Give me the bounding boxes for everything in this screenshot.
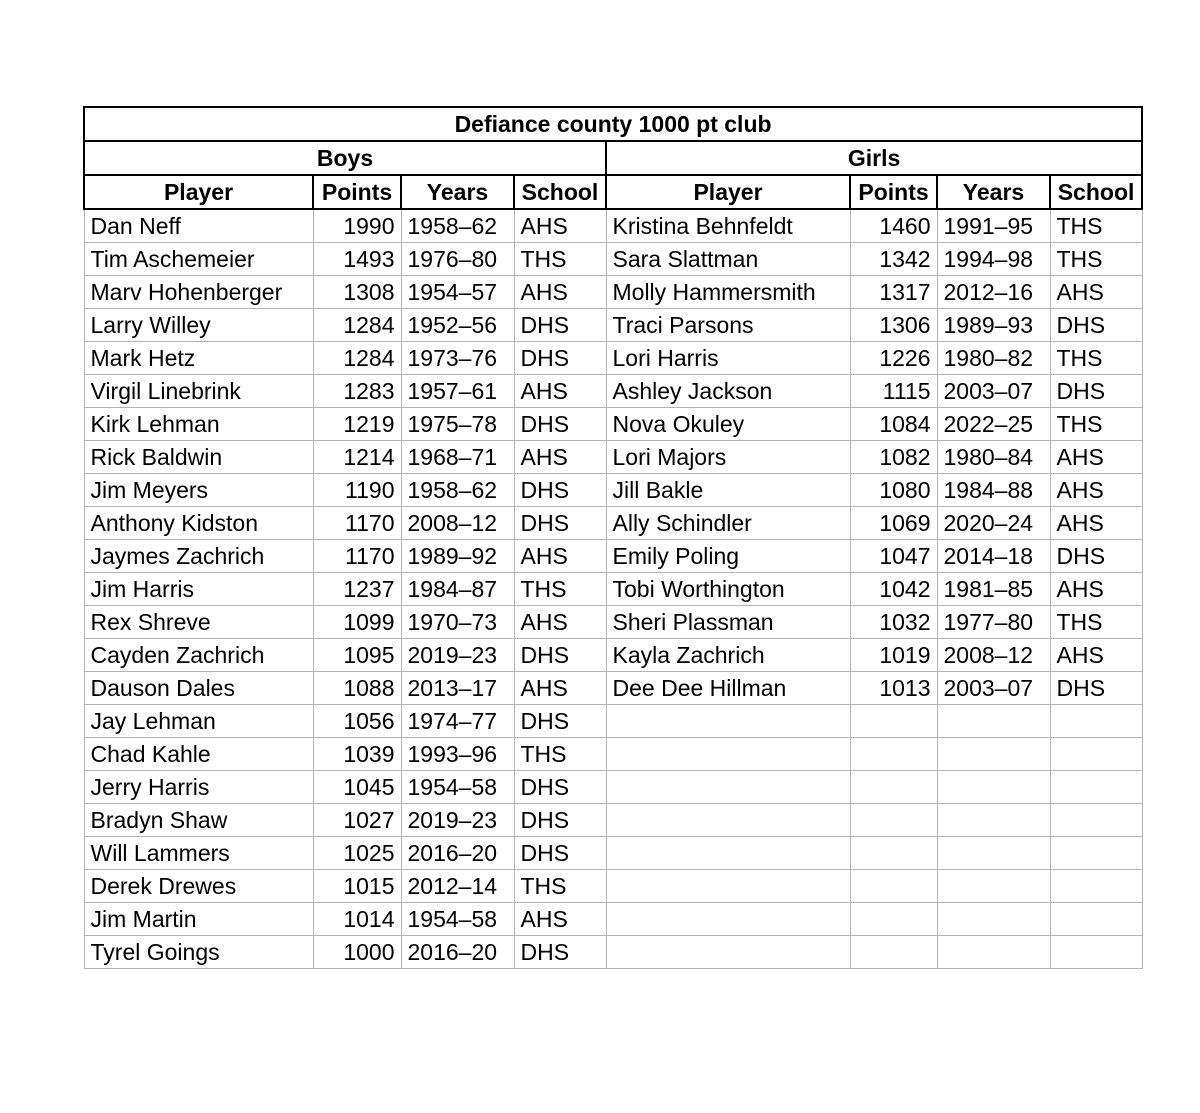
boys-player-cell: Jim Martin: [84, 903, 313, 936]
table-row: [84, 672, 1142, 705]
girls-player-cell: Dee Dee Hillman: [606, 672, 850, 705]
boys-school-cell: AHS: [514, 672, 606, 705]
table-row: [84, 903, 1142, 936]
girls-school-cell: THS: [1050, 408, 1142, 441]
girls-points-cell: 1460: [850, 209, 937, 243]
table-row: [84, 573, 1142, 606]
girls-school-cell: THS: [1050, 342, 1142, 375]
boys-school-cell: AHS: [514, 903, 606, 936]
boys-years-cell: 1974–77: [401, 705, 514, 738]
girls-player-cell: [606, 705, 850, 738]
column-header-points: Points: [850, 175, 937, 209]
boys-school-cell: THS: [514, 573, 606, 606]
boys-player-cell: Kirk Lehman: [84, 408, 313, 441]
girls-school-cell: [1050, 738, 1142, 771]
boys-years-cell: 1954–58: [401, 771, 514, 804]
boys-years-cell: 1984–87: [401, 573, 514, 606]
girls-years-cell: [937, 804, 1050, 837]
girls-points-cell: 1082: [850, 441, 937, 474]
table-row: [84, 837, 1142, 870]
girls-years-cell: 2020–24: [937, 507, 1050, 540]
column-header-school: School: [1050, 175, 1142, 209]
girls-points-cell: 1019: [850, 639, 937, 672]
girls-points-cell: [850, 705, 937, 738]
girls-player-cell: [606, 738, 850, 771]
boys-school-cell: DHS: [514, 474, 606, 507]
girls-school-cell: [1050, 771, 1142, 804]
girls-player-cell: [606, 771, 850, 804]
boys-points-cell: 1170: [313, 507, 401, 540]
girls-points-cell: 1013: [850, 672, 937, 705]
boys-school-cell: DHS: [514, 936, 606, 969]
boys-school-cell: DHS: [514, 804, 606, 837]
boys-player-cell: Anthony Kidston: [84, 507, 313, 540]
section-header-girls: Girls: [606, 141, 1142, 175]
girls-years-cell: [937, 837, 1050, 870]
boys-points-cell: 1308: [313, 276, 401, 309]
girls-points-cell: [850, 837, 937, 870]
girls-years-cell: 2014–18: [937, 540, 1050, 573]
girls-years-cell: 1980–84: [937, 441, 1050, 474]
girls-school-cell: AHS: [1050, 276, 1142, 309]
girls-years-cell: 2022–25: [937, 408, 1050, 441]
boys-school-cell: DHS: [514, 705, 606, 738]
girls-school-cell: [1050, 804, 1142, 837]
girls-school-cell: AHS: [1050, 441, 1142, 474]
boys-points-cell: 1284: [313, 309, 401, 342]
points-club-table: [83, 106, 1143, 969]
girls-years-cell: [937, 936, 1050, 969]
girls-player-cell: Lori Harris: [606, 342, 850, 375]
girls-years-cell: 1977–80: [937, 606, 1050, 639]
boys-years-cell: 2016–20: [401, 837, 514, 870]
girls-points-cell: 1080: [850, 474, 937, 507]
girls-points-cell: 1042: [850, 573, 937, 606]
girls-school-cell: THS: [1050, 243, 1142, 276]
table-row: [84, 474, 1142, 507]
boys-years-cell: 1954–58: [401, 903, 514, 936]
girls-points-cell: [850, 936, 937, 969]
boys-points-cell: 1990: [313, 209, 401, 243]
boys-school-cell: DHS: [514, 507, 606, 540]
girls-school-cell: AHS: [1050, 474, 1142, 507]
girls-school-cell: [1050, 705, 1142, 738]
boys-years-cell: 2019–23: [401, 804, 514, 837]
table-row: [84, 771, 1142, 804]
table-row: [84, 507, 1142, 540]
girls-years-cell: 2003–07: [937, 375, 1050, 408]
girls-player-cell: [606, 936, 850, 969]
boys-years-cell: 1957–61: [401, 375, 514, 408]
boys-school-cell: THS: [514, 870, 606, 903]
boys-school-cell: AHS: [514, 606, 606, 639]
boys-player-cell: Rick Baldwin: [84, 441, 313, 474]
boys-points-cell: 1099: [313, 606, 401, 639]
boys-years-cell: 1954–57: [401, 276, 514, 309]
boys-points-cell: 1170: [313, 540, 401, 573]
girls-points-cell: 1069: [850, 507, 937, 540]
boys-school-cell: DHS: [514, 837, 606, 870]
girls-points-cell: [850, 804, 937, 837]
boys-points-cell: 1000: [313, 936, 401, 969]
girls-player-cell: Kayla Zachrich: [606, 639, 850, 672]
girls-points-cell: 1032: [850, 606, 937, 639]
table-row: [84, 540, 1142, 573]
table-row: [84, 606, 1142, 639]
boys-player-cell: Virgil Linebrink: [84, 375, 313, 408]
boys-school-cell: DHS: [514, 342, 606, 375]
boys-player-cell: Chad Kahle: [84, 738, 313, 771]
girls-years-cell: 2012–16: [937, 276, 1050, 309]
boys-years-cell: 1989–92: [401, 540, 514, 573]
table-row: [84, 342, 1142, 375]
boys-player-cell: Bradyn Shaw: [84, 804, 313, 837]
column-header-player: Player: [606, 175, 850, 209]
girls-years-cell: [937, 903, 1050, 936]
boys-player-cell: Cayden Zachrich: [84, 639, 313, 672]
boys-player-cell: Rex Shreve: [84, 606, 313, 639]
girls-points-cell: [850, 903, 937, 936]
girls-points-cell: [850, 771, 937, 804]
girls-years-cell: [937, 870, 1050, 903]
boys-player-cell: Jerry Harris: [84, 771, 313, 804]
column-header-years: Years: [401, 175, 514, 209]
table-row: [84, 705, 1142, 738]
boys-years-cell: 1973–76: [401, 342, 514, 375]
girls-school-cell: [1050, 936, 1142, 969]
boys-points-cell: 1283: [313, 375, 401, 408]
boys-points-cell: 1237: [313, 573, 401, 606]
girls-points-cell: [850, 738, 937, 771]
boys-player-cell: Will Lammers: [84, 837, 313, 870]
girls-player-cell: [606, 804, 850, 837]
boys-school-cell: AHS: [514, 209, 606, 243]
boys-points-cell: 1088: [313, 672, 401, 705]
girls-player-cell: Kristina Behnfeldt: [606, 209, 850, 243]
girls-player-cell: Emily Poling: [606, 540, 850, 573]
girls-player-cell: Nova Okuley: [606, 408, 850, 441]
girls-school-cell: DHS: [1050, 540, 1142, 573]
girls-years-cell: [937, 705, 1050, 738]
girls-years-cell: [937, 771, 1050, 804]
girls-years-cell: 1980–82: [937, 342, 1050, 375]
girls-school-cell: [1050, 870, 1142, 903]
boys-points-cell: 1014: [313, 903, 401, 936]
boys-school-cell: AHS: [514, 441, 606, 474]
boys-player-cell: Tyrel Goings: [84, 936, 313, 969]
girls-player-cell: Jill Bakle: [606, 474, 850, 507]
girls-school-cell: AHS: [1050, 507, 1142, 540]
girls-points-cell: 1084: [850, 408, 937, 441]
table-title: Defiance county 1000 pt club: [84, 107, 1142, 141]
boys-player-cell: Jim Harris: [84, 573, 313, 606]
boys-years-cell: 2013–17: [401, 672, 514, 705]
table-row: [84, 209, 1142, 243]
table-row: [84, 441, 1142, 474]
girls-points-cell: 1306: [850, 309, 937, 342]
girls-player-cell: [606, 870, 850, 903]
girls-school-cell: DHS: [1050, 375, 1142, 408]
boys-player-cell: Mark Hetz: [84, 342, 313, 375]
boys-school-cell: AHS: [514, 540, 606, 573]
boys-school-cell: AHS: [514, 276, 606, 309]
girls-school-cell: DHS: [1050, 309, 1142, 342]
boys-points-cell: 1015: [313, 870, 401, 903]
boys-years-cell: 2008–12: [401, 507, 514, 540]
girls-school-cell: [1050, 903, 1142, 936]
boys-years-cell: 2019–23: [401, 639, 514, 672]
boys-years-cell: 1970–73: [401, 606, 514, 639]
girls-player-cell: Tobi Worthington: [606, 573, 850, 606]
boys-years-cell: 1952–56: [401, 309, 514, 342]
boys-points-cell: 1284: [313, 342, 401, 375]
girls-points-cell: 1226: [850, 342, 937, 375]
girls-player-cell: Ashley Jackson: [606, 375, 850, 408]
boys-points-cell: 1027: [313, 804, 401, 837]
boys-years-cell: 1975–78: [401, 408, 514, 441]
girls-points-cell: [850, 870, 937, 903]
boys-player-cell: Tim Aschemeier: [84, 243, 313, 276]
girls-years-cell: 1991–95: [937, 209, 1050, 243]
boys-years-cell: 1958–62: [401, 209, 514, 243]
boys-points-cell: 1095: [313, 639, 401, 672]
boys-player-cell: Larry Willey: [84, 309, 313, 342]
girls-school-cell: [1050, 837, 1142, 870]
girls-player-cell: [606, 837, 850, 870]
girls-points-cell: 1317: [850, 276, 937, 309]
table-row: [84, 936, 1142, 969]
girls-years-cell: 2003–07: [937, 672, 1050, 705]
girls-player-cell: Molly Hammersmith: [606, 276, 850, 309]
girls-points-cell: 1342: [850, 243, 937, 276]
boys-points-cell: 1025: [313, 837, 401, 870]
boys-years-cell: 2016–20: [401, 936, 514, 969]
boys-school-cell: DHS: [514, 309, 606, 342]
girls-school-cell: AHS: [1050, 639, 1142, 672]
boys-player-cell: Dauson Dales: [84, 672, 313, 705]
boys-player-cell: Marv Hohenberger: [84, 276, 313, 309]
boys-years-cell: 1958–62: [401, 474, 514, 507]
boys-school-cell: AHS: [514, 375, 606, 408]
boys-years-cell: 2012–14: [401, 870, 514, 903]
boys-points-cell: 1045: [313, 771, 401, 804]
girls-player-cell: Sheri Plassman: [606, 606, 850, 639]
table-row: [84, 276, 1142, 309]
girls-years-cell: 1994–98: [937, 243, 1050, 276]
girls-points-cell: 1047: [850, 540, 937, 573]
boys-school-cell: THS: [514, 738, 606, 771]
boys-player-cell: Jay Lehman: [84, 705, 313, 738]
table-row: [84, 804, 1142, 837]
column-header-years: Years: [937, 175, 1050, 209]
girls-player-cell: [606, 903, 850, 936]
boys-player-cell: Dan Neff: [84, 209, 313, 243]
girls-years-cell: [937, 738, 1050, 771]
boys-player-cell: Derek Drewes: [84, 870, 313, 903]
boys-points-cell: 1219: [313, 408, 401, 441]
column-header-player: Player: [84, 175, 313, 209]
girls-years-cell: 1984–88: [937, 474, 1050, 507]
table-row: [84, 639, 1142, 672]
column-header-points: Points: [313, 175, 401, 209]
table-row: [84, 738, 1142, 771]
boys-player-cell: Jaymes Zachrich: [84, 540, 313, 573]
boys-years-cell: 1976–80: [401, 243, 514, 276]
girls-player-cell: Ally Schindler: [606, 507, 850, 540]
section-header-boys: Boys: [84, 141, 606, 175]
girls-school-cell: THS: [1050, 209, 1142, 243]
table-body: [84, 209, 1142, 969]
table-row: [84, 375, 1142, 408]
girls-years-cell: 1981–85: [937, 573, 1050, 606]
boys-school-cell: THS: [514, 243, 606, 276]
table-row: [84, 408, 1142, 441]
boys-years-cell: 1993–96: [401, 738, 514, 771]
boys-school-cell: DHS: [514, 639, 606, 672]
table-row: [84, 243, 1142, 276]
girls-player-cell: Lori Majors: [606, 441, 850, 474]
boys-points-cell: 1190: [313, 474, 401, 507]
girls-school-cell: DHS: [1050, 672, 1142, 705]
girls-player-cell: Traci Parsons: [606, 309, 850, 342]
girls-school-cell: AHS: [1050, 573, 1142, 606]
girls-school-cell: THS: [1050, 606, 1142, 639]
boys-points-cell: 1214: [313, 441, 401, 474]
boys-points-cell: 1056: [313, 705, 401, 738]
boys-years-cell: 1968–71: [401, 441, 514, 474]
girls-years-cell: 2008–12: [937, 639, 1050, 672]
girls-player-cell: Sara Slattman: [606, 243, 850, 276]
table-row: [84, 870, 1142, 903]
girls-years-cell: 1989–93: [937, 309, 1050, 342]
boys-points-cell: 1039: [313, 738, 401, 771]
boys-school-cell: DHS: [514, 771, 606, 804]
boys-player-cell: Jim Meyers: [84, 474, 313, 507]
girls-points-cell: 1115: [850, 375, 937, 408]
boys-school-cell: DHS: [514, 408, 606, 441]
boys-points-cell: 1493: [313, 243, 401, 276]
table-row: [84, 309, 1142, 342]
column-header-school: School: [514, 175, 606, 209]
